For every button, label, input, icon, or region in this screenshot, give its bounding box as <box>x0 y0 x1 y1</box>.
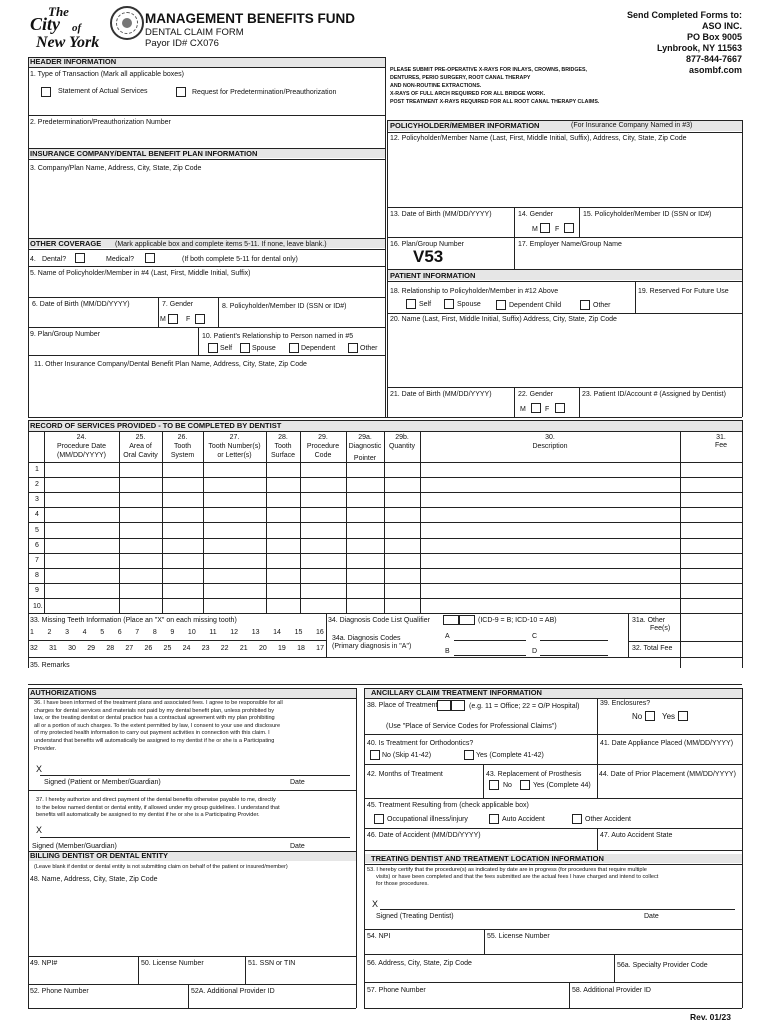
logo-word-of: of <box>72 22 82 34</box>
col-28-num: 28. <box>278 434 288 441</box>
col-29b-l1: Quantity <box>388 443 416 450</box>
q34-box-2[interactable] <box>459 615 475 625</box>
q34a-label-2: (Primary diagnosis in "A") <box>332 643 412 650</box>
q40-yes-checkbox[interactable] <box>464 750 474 760</box>
col-24-num: 24. <box>76 434 87 441</box>
col-29b-num: 29b. <box>395 434 409 441</box>
q36-line-2: charges for dental services and materials not paid by my dental benefit plan, unless prohibited by <box>34 707 275 714</box>
logo-word-the: The <box>48 4 69 19</box>
other-coverage-instr: (Mark applicable box and complete items 5-11. If none, leave blank.) <box>115 241 327 248</box>
q34a-label-1: 34a. Diagnosis Codes <box>332 635 401 642</box>
row-4-num: 4 <box>35 511 39 518</box>
q45-other-checkbox[interactable] <box>572 814 582 824</box>
both-note: (If both complete 5-11 for dental only) <box>182 256 298 263</box>
tooth-20[interactable]: 20 <box>258 645 267 652</box>
row-1-num: 1 <box>35 466 39 473</box>
q42-label: 42. Months of Treatment <box>367 771 443 778</box>
q43-label: 43. Replacement of Prosthesis <box>486 771 582 778</box>
tooth-15[interactable]: 15 <box>294 629 303 636</box>
q56a-label: 56a. Specialty Provider Code <box>617 962 708 969</box>
tooth-27[interactable]: 27 <box>125 645 134 652</box>
q7-m-checkbox[interactable] <box>168 314 178 324</box>
q10-dependent-checkbox[interactable] <box>289 343 299 353</box>
col-25-l2: Oral Cavity <box>123 452 158 459</box>
q36-line-5: of my protected health information to carry out payment activities in connection with this claim. I <box>34 730 270 737</box>
dx-a: A <box>445 633 450 640</box>
q20-label: 20. Name (Last, First, Middle Initial, Suffix) Address, City, State, Zip Code <box>390 316 617 323</box>
q40-no: No (Skip 41-42) <box>382 752 432 759</box>
q46-label: 46. Date of Accident (MM/DD/YYYY) <box>367 832 481 839</box>
tooth-23[interactable]: 23 <box>201 645 210 652</box>
tooth-22[interactable]: 22 <box>220 645 229 652</box>
q53-date-label: Date <box>644 913 659 920</box>
q53-line-3: for those procedures. <box>376 880 429 887</box>
q3-label: 3. Company/Plan Name, Address, City, State, Zip Code <box>30 165 202 172</box>
q18-self-checkbox[interactable] <box>406 299 416 309</box>
logo-word-newyork: New York <box>36 34 100 51</box>
q7-label: 7. Gender <box>162 301 194 308</box>
q36-x: X <box>36 764 43 774</box>
q10-self: Self <box>220 345 233 352</box>
q51-label: 51. SSN or TIN <box>248 960 296 967</box>
tooth-8[interactable]: 8 <box>152 629 157 636</box>
q6-label: 6. Date of Birth (MM/DD/YYYY) <box>32 301 130 308</box>
q38-eg: (e.g. 11 = Office; 22 = O/P Hospital) <box>469 703 580 710</box>
q39-yes: Yes <box>662 712 676 721</box>
predetermination-checkbox[interactable] <box>176 87 186 97</box>
q22-f: F <box>545 406 550 413</box>
q35-label: 35. Remarks <box>30 662 70 669</box>
tooth-31[interactable]: 31 <box>49 645 57 652</box>
q10-dependent: Dependent <box>301 345 336 352</box>
q39-no-checkbox[interactable] <box>645 711 655 721</box>
q49-label: 49. NPI# <box>30 960 58 967</box>
tooth-19[interactable]: 19 <box>278 645 286 652</box>
billing-title: BILLING DENTIST OR DENTAL ENTITY <box>30 851 169 860</box>
q58-label: 58. Additional Provider ID <box>572 987 651 994</box>
q37-sig-label: Signed (Member/Guardian) <box>32 843 117 850</box>
col-27-l2: or Letter(s) <box>217 452 252 459</box>
q50-label: 50. License Number <box>141 960 204 967</box>
q52-label: 52. Phone Number <box>30 988 89 995</box>
q13-label: 13. Date of Birth (MM/DD/YYYY) <box>390 211 492 218</box>
logo-word-city: City <box>30 14 60 34</box>
q19-label: 19. Reserved For Future Use <box>638 288 729 295</box>
q18-other-checkbox[interactable] <box>580 300 590 310</box>
q2-label: 2. Predetermination/Preauthorization Number <box>30 119 171 126</box>
col-30-num: 30. <box>545 434 555 441</box>
xray-notice <box>390 66 599 106</box>
q18-dependent: Dependent Child <box>509 302 562 309</box>
tooth-12[interactable]: 12 <box>230 629 239 636</box>
services-title: RECORD OF SERVICES PROVIDED - TO BE COMPLETED BY DENTIST <box>30 421 282 430</box>
tooth-14[interactable]: 14 <box>273 629 281 636</box>
revision: Rev. 01/23 <box>690 1012 731 1022</box>
missing-teeth-lower <box>30 645 324 654</box>
col-26-l2: System <box>170 452 195 459</box>
notice-line-1: PLEASE SUBMIT PRE-OPERATIVE X-RAYS FOR INLAYS, CROWNS, BRIDGES, <box>390 67 587 73</box>
tooth-7[interactable]: 7 <box>135 629 140 636</box>
tooth-9[interactable]: 9 <box>170 629 175 636</box>
q16-value: V53 <box>413 247 444 266</box>
tooth-24[interactable]: 24 <box>182 645 191 652</box>
tooth-13[interactable]: 13 <box>251 629 260 636</box>
q31a-label-2: Fee(s) <box>650 625 671 632</box>
row-10-num: 10. <box>33 603 43 610</box>
q37-line-2: to the below named dentist or dental entity, if allowed under my group guidelines. I understand that <box>36 804 280 811</box>
tooth-32[interactable]: 32 <box>30 645 38 652</box>
send-line-3: Lynbrook, NY 11563 <box>656 43 742 53</box>
col-28-l1: Tooth <box>274 443 292 450</box>
q1-label: 1. Type of Transaction (Mark all applicable boxes) <box>30 71 184 78</box>
q2-input[interactable] <box>29 128 384 146</box>
q34-label: 34. Diagnosis Code List Qualifier <box>328 617 430 624</box>
q38-box-1[interactable] <box>437 700 451 711</box>
q39-yes-checkbox[interactable] <box>678 711 688 721</box>
missing-teeth-upper <box>30 629 324 638</box>
col-31-l1: Fee <box>714 442 728 449</box>
form-name: DENTAL CLAIM FORM <box>145 27 244 38</box>
row-6-num: 6 <box>35 542 39 549</box>
q8-label: 8. Policyholder/Member ID (SSN or ID#) <box>222 303 347 310</box>
q43-yes: Yes (Complete 44) <box>533 782 591 789</box>
tooth-5[interactable]: 5 <box>100 629 105 636</box>
treating-title: TREATING DENTIST AND TREATMENT LOCATION INFORMATION <box>371 854 604 863</box>
col-25-num: 25. <box>135 434 146 441</box>
ancillary-title: ANCILLARY CLAIM TREATMENT INFORMATION <box>371 688 542 697</box>
col-29-num: 29. <box>318 434 328 441</box>
q37-signature-field[interactable] <box>48 825 348 837</box>
q36-line-6: understand that benefits will automatically be assigned to my dentist if he or she is a Participating <box>34 737 275 744</box>
q37-x: X <box>36 825 43 835</box>
q22-f-checkbox[interactable] <box>555 403 565 413</box>
q21-label: 21. Date of Birth (MM/DD/YYYY) <box>390 391 492 398</box>
tooth-2[interactable]: 2 <box>47 629 52 636</box>
q36-text <box>34 700 354 753</box>
tooth-6[interactable]: 6 <box>117 629 122 636</box>
send-line-1: ASO INC. <box>701 21 742 31</box>
dx-d: D <box>532 648 538 655</box>
q39-no: No <box>632 712 643 721</box>
q39-label: 39. Enclosures? <box>600 700 651 707</box>
policyholder-title-note: (For Insurance Company Named in #3) <box>571 122 693 129</box>
q5-label: 5. Name of Policyholder/Member in #4 (Last, First, Middle Initial, Suffix) <box>30 270 251 277</box>
row-7-num: 7 <box>35 557 39 564</box>
col-24-l1: Procedure Date <box>56 443 107 450</box>
col-29-l2: Code <box>314 452 332 459</box>
q18-spouse: Spouse <box>457 301 481 308</box>
notice-line-4: X-RAYS OF FULL ARCH REQUIRED FOR ALL BRIDGE WORK. <box>390 91 546 97</box>
col-31-num: 31. <box>716 434 726 441</box>
q12-label: 12. Policyholder/Member Name (Last, First, Middle Initial, Suffix), Address, City, State, Zip Code <box>390 135 687 142</box>
col-26-num: 26. <box>177 434 188 441</box>
q7-f-checkbox[interactable] <box>195 314 205 324</box>
q33-label: 33. Missing Teeth Information (Place an "X" on each missing tooth) <box>30 617 237 624</box>
q14-label: 14. Gender <box>518 211 554 218</box>
q10-other: Other <box>360 345 378 352</box>
q45-occ: Occupational illness/injury <box>387 816 468 823</box>
fund-title: MANAGEMENT BENEFITS FUND <box>145 11 355 26</box>
col-30-l1: Description <box>532 443 568 450</box>
col-27-num: 27. <box>229 434 240 441</box>
q44-label: 44. Date of Prior Placement (MM/DD/YYYY) <box>599 771 736 778</box>
q45-occ-checkbox[interactable] <box>374 814 384 824</box>
q10-self-checkbox[interactable] <box>208 343 218 353</box>
q14-m-checkbox[interactable] <box>540 223 550 233</box>
insurance-title: INSURANCE COMPANY/DENTAL BENEFIT PLAN INFORMATION <box>30 149 258 158</box>
q16-label: 16. Plan/Group Number <box>390 241 464 248</box>
q53-line-2: visits) or have been completed and that the fees submitted are the actual fees I have charged and intend to collect <box>376 873 659 880</box>
tooth-21[interactable]: 21 <box>239 645 248 652</box>
q37-line-3: benefits will automatically be assigned to my dentist if he or she is a Participating Provider. <box>36 812 260 819</box>
city-seal-icon <box>110 6 144 40</box>
notice-line-2: DENTURES, PERIO SURGERY, ROOT CANAL THERAPY <box>390 75 531 81</box>
row-2-num: 2 <box>35 481 39 488</box>
notice-line-5: POST TREATMENT X-RAYS REQUIRED FOR ALL ROOT CANAL THERAPY CLAIMS. <box>390 99 600 105</box>
q53-x: X <box>372 899 379 909</box>
q37-date-label: Date <box>290 843 305 850</box>
tooth-4[interactable]: 4 <box>82 629 87 636</box>
send-line-2: PO Box 9005 <box>686 32 742 42</box>
q22-m-checkbox[interactable] <box>531 403 541 413</box>
payor-id: Payor ID# CX076 <box>145 38 219 49</box>
q11-label: 11. Other Insurance Company/Dental Benefit Plan Name, Address, City, State, Zip Code <box>34 361 307 368</box>
row-8-num: 8 <box>35 572 39 579</box>
patient-title: PATIENT INFORMATION <box>390 271 476 280</box>
q7-f: F <box>186 316 191 323</box>
q40-no-checkbox[interactable] <box>370 750 380 760</box>
q41-label: 41. Date Appliance Placed (MM/DD/YYYY) <box>600 740 734 747</box>
q37-text <box>36 797 354 820</box>
col-26-l1: Tooth <box>173 443 192 450</box>
q43-no: No <box>503 782 512 789</box>
q22-m: M <box>520 406 526 413</box>
q37-line-1: 37. I hereby authorize and direct payment of the dental benefits otherwise payable to me, directly <box>36 797 276 803</box>
tooth-10[interactable]: 10 <box>187 629 196 636</box>
q36-signature-field[interactable] <box>48 763 348 775</box>
q14-f: F <box>555 226 560 233</box>
authorizations-title: AUTHORIZATIONS <box>30 688 97 697</box>
q10-spouse-checkbox[interactable] <box>240 343 250 353</box>
q53-sig-label: Signed (Treating Dentist) <box>376 913 454 920</box>
q38-box-2[interactable] <box>451 700 465 711</box>
q45-other: Other Accident <box>585 816 631 823</box>
q53-signature-field[interactable] <box>384 897 734 909</box>
row-9-num: 9 <box>35 587 39 594</box>
q36-line-7: Provider. <box>34 745 57 752</box>
col-29-l1: Procedure <box>306 443 340 450</box>
send-to-block <box>627 10 742 76</box>
q23-label: 23. Patient ID/Account # (Assigned by Dentist) <box>582 391 726 398</box>
other-coverage-title: OTHER COVERAGE <box>30 239 102 248</box>
tooth-3[interactable]: 3 <box>65 629 69 636</box>
policyholder-title: POLICYHOLDER/MEMBER INFORMATION <box>390 121 540 130</box>
tooth-1[interactable]: 1 <box>30 629 34 636</box>
q18-self: Self <box>419 301 432 308</box>
tooth-18[interactable]: 18 <box>297 645 305 652</box>
q15-label: 15. Policyholder/Member ID (SSN or ID#) <box>583 211 712 218</box>
tooth-26[interactable]: 26 <box>144 645 153 652</box>
dx-b: B <box>445 648 450 655</box>
q17-label: 17. Employer Name/Group Name <box>518 241 622 248</box>
tooth-29[interactable]: 29 <box>87 645 96 652</box>
q47-label: 47. Auto Accident State <box>600 832 673 839</box>
tooth-11[interactable]: 11 <box>209 629 217 636</box>
predetermination-label: Request for Predetermination/Preauthorization <box>192 89 337 96</box>
q36-line-4: all or a portion of such charges. To the extent permitted by law, I consent to your use and disclosure <box>34 722 281 729</box>
q9-label: 9. Plan/Group Number <box>30 331 101 338</box>
q18-dependent-checkbox[interactable] <box>496 300 506 310</box>
statement-checkbox[interactable] <box>41 87 51 97</box>
send-line-5: asombf.com <box>688 65 742 75</box>
q10-other-checkbox[interactable] <box>348 343 358 353</box>
billing-note: (Leave blank if dentist or dental entity is not submitting claim on behalf of the patient or insured/member) <box>34 864 288 870</box>
q40-yes: Yes (Complete 41-42) <box>476 752 544 759</box>
q18-spouse-checkbox[interactable] <box>444 299 454 309</box>
dx-c: C <box>532 633 538 640</box>
q36-date-label: Date <box>290 779 305 786</box>
col-29a-l1: Diagnostic <box>348 443 382 450</box>
q14-m: M <box>532 226 538 233</box>
q3-input[interactable] <box>29 175 384 235</box>
q34-box-1[interactable] <box>443 615 459 625</box>
send-label: Send Completed Forms to: <box>626 10 742 20</box>
medical-label: Medical? <box>106 256 135 263</box>
q36-sig-label: Signed (Patient or Member/Guardian) <box>44 779 161 786</box>
q57-label: 57. Phone Number <box>367 987 426 994</box>
q53-text <box>367 867 739 887</box>
q54-label: 54. NPI <box>367 933 391 940</box>
q36-line-1: 36. I have been informed of the treatment plans and associated fees. I agree to be responsible for all <box>34 700 283 706</box>
icd-note: (ICD-9 = B; ICD-10 = AB) <box>478 617 557 624</box>
header-info-title: HEADER INFORMATION <box>30 57 117 66</box>
statement-label: Statement of Actual Services <box>58 88 148 95</box>
row-5-num: 5 <box>35 527 39 534</box>
dental-checkbox[interactable] <box>75 253 85 263</box>
q56-label: 56. Address, City, State, Zip Code <box>367 960 472 967</box>
q48-label: 48. Name, Address, City, State, Zip Code <box>30 876 158 883</box>
q52a-label: 52A. Additional Provider ID <box>191 988 275 995</box>
tooth-25[interactable]: 25 <box>163 645 172 652</box>
q48-input[interactable] <box>29 886 355 954</box>
tooth-30[interactable]: 30 <box>68 645 76 652</box>
q53-line-1: 53. I hereby certify that the procedure(s) as indicated by date are in progress (for procedures that require multiple <box>367 867 647 873</box>
tooth-28[interactable]: 28 <box>106 645 115 652</box>
q14-f-checkbox[interactable] <box>564 223 574 233</box>
q38-use: (Use "Place of Service Codes for Professional Claims") <box>386 723 557 730</box>
q18-label: 18. Relationship to Policyholder/Member in #12 Above <box>390 288 559 295</box>
q43-no-checkbox[interactable] <box>489 780 499 790</box>
dental-label: Dental? <box>42 256 67 263</box>
row-3-num: 3 <box>35 496 39 503</box>
col-29a-num: 29a. <box>358 434 372 441</box>
col-24-l2: (MM/DD/YYYY) <box>57 452 106 459</box>
q45-label: 45. Treatment Resulting from (check applicable box) <box>367 802 529 809</box>
q40-label: 40. Is Treatment for Orthodontics? <box>367 740 474 747</box>
tooth-16[interactable]: 16 <box>316 629 324 636</box>
q7-m: M <box>160 316 166 323</box>
q31a-label-1: 31a. Other <box>632 617 666 624</box>
q43-yes-checkbox[interactable] <box>520 780 530 790</box>
q18-other: Other <box>593 302 611 309</box>
col-25-l1: Area of <box>129 443 152 450</box>
medical-checkbox[interactable] <box>145 253 155 263</box>
col-27-l1: Tooth Number(s) <box>208 443 261 450</box>
q38-label: 38. Place of Treatment <box>367 702 438 709</box>
col-29a-l2: Pointer <box>353 455 377 462</box>
col-28-l2: Surface <box>270 452 296 459</box>
send-line-4: 877-844-7667 <box>685 54 742 64</box>
q4-label: 4. <box>30 256 36 263</box>
q22-label: 22. Gender <box>518 391 554 398</box>
notice-line-3: AND NON-ROUTINE EXTRACTIONS. <box>390 83 482 89</box>
q45-auto: Auto Accident <box>502 816 545 823</box>
q45-auto-checkbox[interactable] <box>489 814 499 824</box>
q10-spouse: Spouse <box>252 345 276 352</box>
q32-label: 32. Total Fee <box>632 645 673 652</box>
city-logo <box>28 4 104 54</box>
q10-label: 10. Patient's Relationship to Person named in #5 <box>202 333 354 340</box>
q55-label: 55. License Number <box>487 933 550 940</box>
tooth-17[interactable]: 17 <box>316 645 324 652</box>
q36-line-3: law, or the treating dentist or dental practice has a contractual agreement with my plan prohibiting <box>34 715 275 722</box>
